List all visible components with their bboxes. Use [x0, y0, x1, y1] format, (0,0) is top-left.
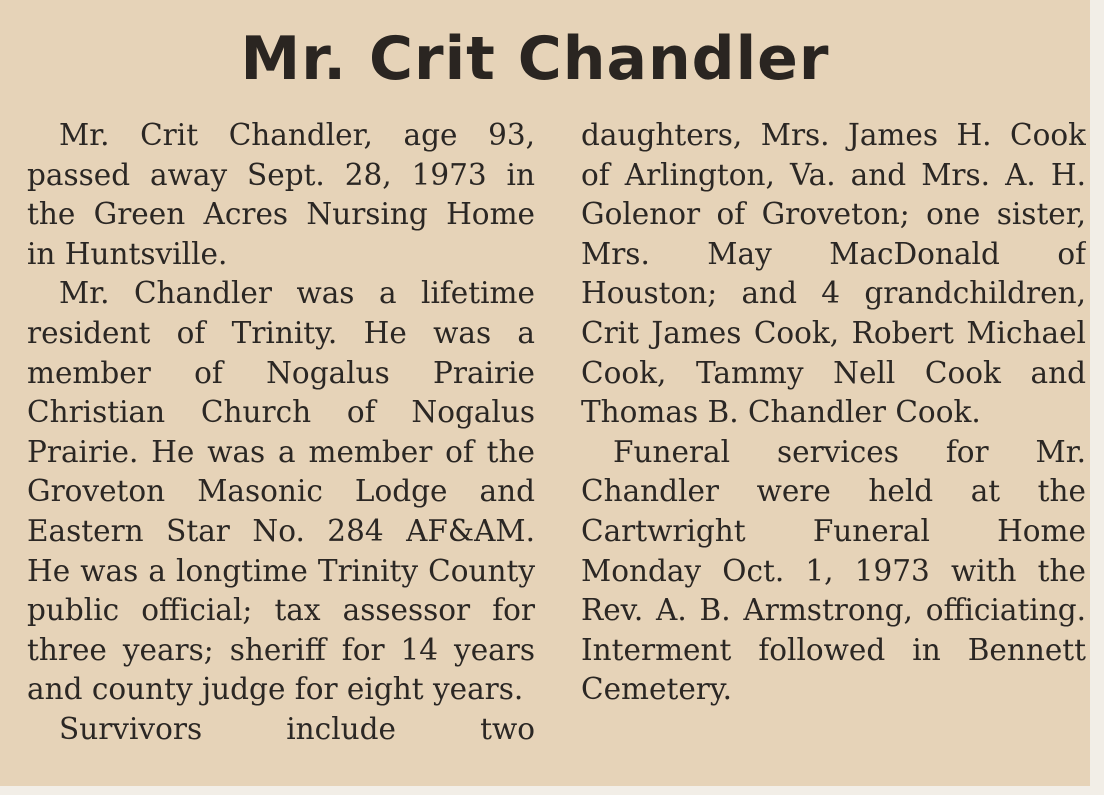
paragraph-survivors-start: Survivors include two [59, 711, 535, 746]
article-column-right [581, 116, 1086, 795]
headline: Mr. Crit Chandler [240, 24, 830, 94]
paragraph-funeral-services: Funeral services for Mr. Chandler were held at the Cartwright Funeral Home Monday Oct. 1, 1973 with the Rev. A. B. Armstrong, officiating. Interment followed in Bennett Cemetery. [581, 434, 1086, 707]
paragraph-death-notice: Mr. Crit Chandler, age 93, passed away Sept. 28, 1973 in the Green Acres Nursing Home in Huntsville. [27, 118, 535, 271]
paragraph-survivors-continued: daughters, Mrs. James H. Cook of Arlington, Va. and Mrs. A. H. Golenor of Groveton; one sister, Mrs. May MacDonald of Houston; and 4 grandchildren, Crit James Cook, Robert Michael Cook, Tammy Nell Cook and Thomas B. Chandler Cook. [581, 118, 1086, 430]
article-column-left [27, 116, 535, 795]
scan-margin-bottom [0, 786, 1104, 795]
paragraph-biography: Mr. Chandler was a lifetime resident of Trinity. He was a member of Nogalus Prairie Christian Church of Nogalus Prairie. He was a member of the Groveton Masonic Lodge and Eastern Star No. 284 AF&AM. He was a longtime Trinity County public official; tax assessor for three years; sheriff for 14 years and county judge for eight years. [27, 276, 535, 707]
scan-margin-right [1090, 0, 1104, 795]
